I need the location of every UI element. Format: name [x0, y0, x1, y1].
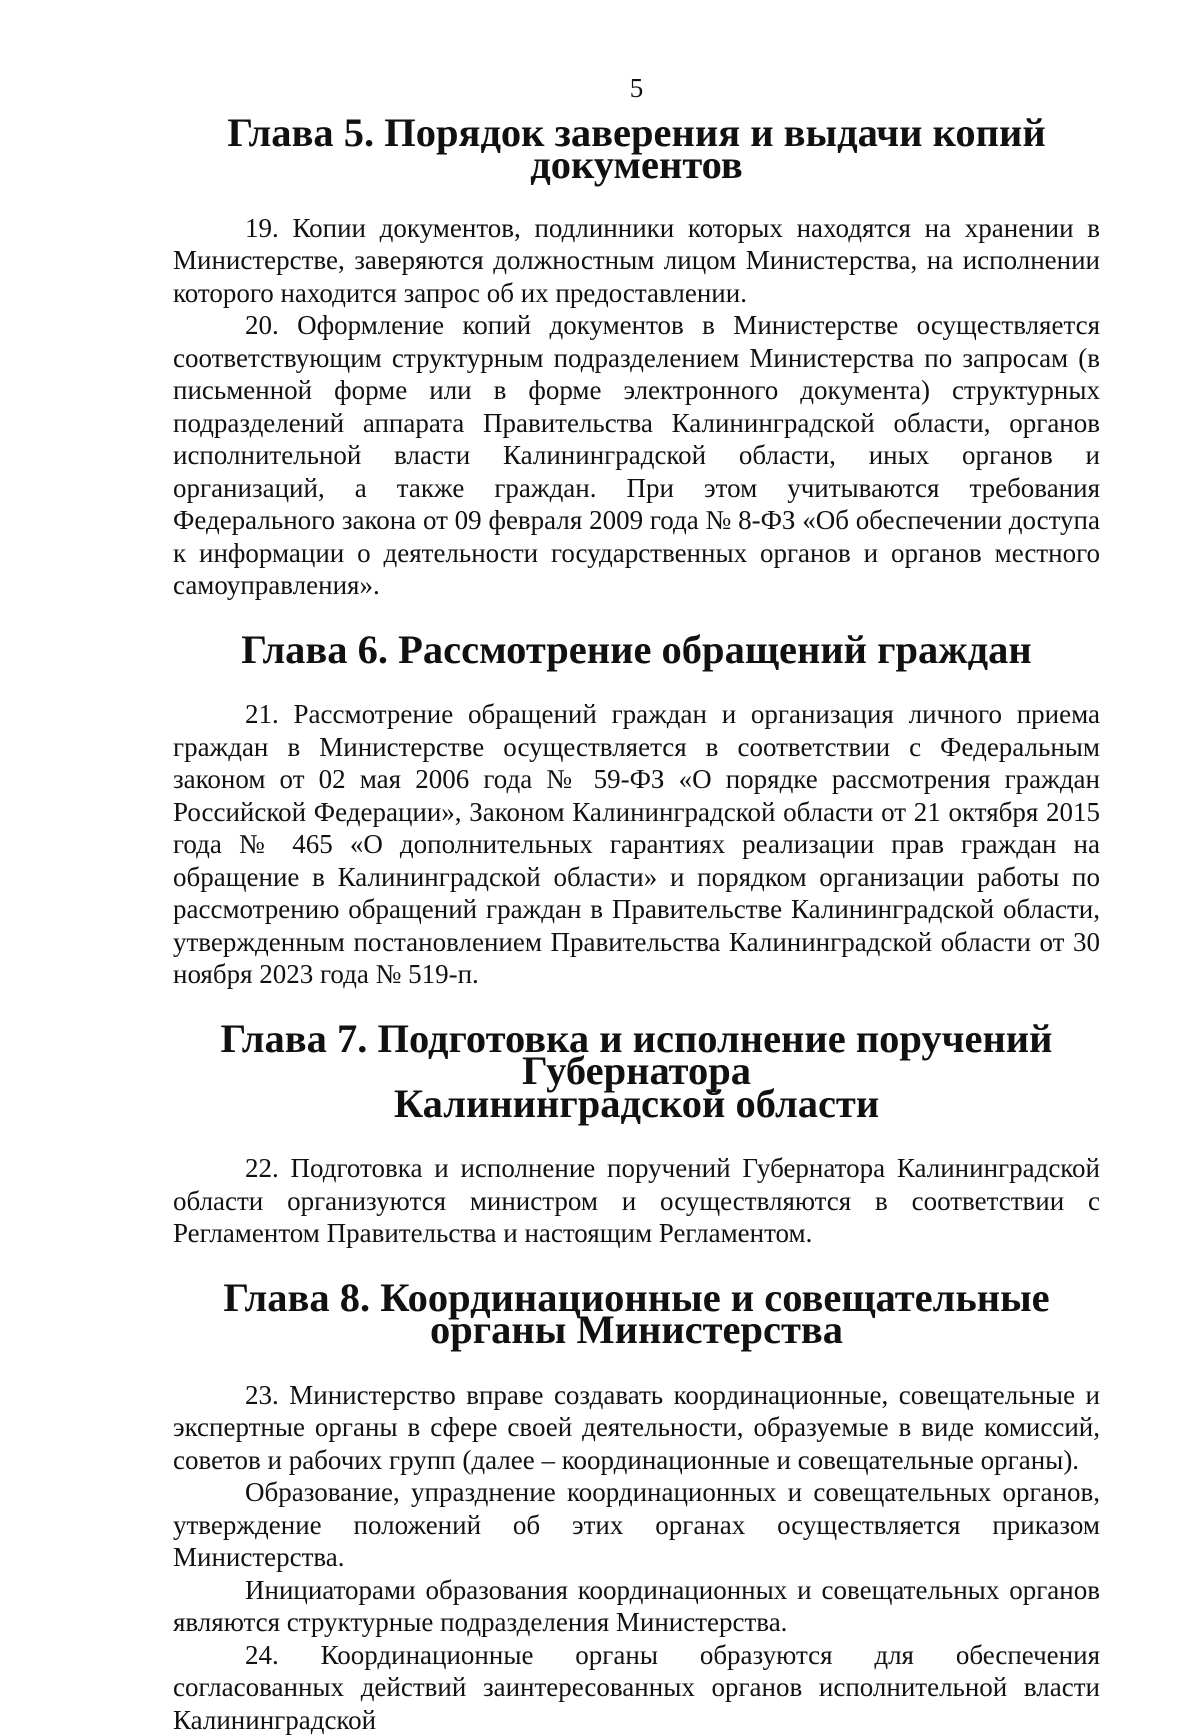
chapter-7-title-line-2: Калининградской области [394, 1081, 879, 1126]
chapter-6-title: Глава 6. Рассмотрение обращений граждан [173, 634, 1100, 667]
chapter-8 [173, 1282, 1100, 1736]
chapter-7-title-line-1: Глава 7. Подготовка и исполнение поручений Губернатора [221, 1016, 1053, 1094]
chapter-5-title: Глава 5. Порядок заверения и выдачи копий документов [173, 117, 1100, 182]
paragraph-19: 19. Копии документов, подлинники которых находятся на хранении в Министерстве, заверяются должностным лицом Министерства, на исполнении которого находится запрос об их предоставлении. [173, 212, 1100, 310]
paragraph-22: 22. Подготовка и исполнение поручений Губернатора Калининградской области организуются министром и осуществляются в соответствии с Регламентом Правительства и настоящим Регламентом. [173, 1152, 1100, 1250]
chapter-6 [173, 634, 1100, 991]
chapter-7-title [173, 1023, 1100, 1121]
chapter-7 [173, 1023, 1100, 1250]
page-number: 5 [173, 72, 1100, 105]
paragraph-20: 20. Оформление копий документов в Министерстве осуществляется соответствующим структурным подразделением Министерства по запросам (в письменной форме или в форме электронного документа) структурных подразделений аппарата Правительства Калининградской области, органов исполнительной власти Калининградской области, иных органов и организаций, а также граждан. При этом учитываются требования Федерального закона от 09 февраля 2009 года № 8-ФЗ «Об обеспечении доступа к информации о деятельности государственных органов и органов местного самоуправления». [173, 309, 1100, 602]
paragraph-23: 23. Министерство вправе создавать координационные, совещательные и экспертные органы в сфере своей деятельности, образуемые в виде комиссий, советов и рабочих групп (далее – координационные и совещательные органы). [173, 1379, 1100, 1477]
paragraph-21: 21. Рассмотрение обращений граждан и организация личного приема граждан в Министерстве осуществляется в соответствии с Федеральным законом от 02 мая 2006 года № 59-ФЗ «О порядке рассмотрения граждан Российской Федерации», Законом Калининградской области от 21 октября 2015 года № 465 «О дополнительных гарантиях реализации прав граждан на обращение в Калининградской области» и порядком организации работы по рассмотрению обращений граждан в Правительстве Калининградской области, утвержденным постановлением Правительства Калининградской области от 30 ноября 2023 года № 519-п. [173, 698, 1100, 991]
paragraph-24: 24. Координационные органы образуются для обеспечения согласованных действий заинтересованных органов исполнительной власти Калининградской [173, 1639, 1100, 1736]
chapter-8-title: Глава 8. Координационные и совещательные органы Министерства [173, 1282, 1100, 1347]
paragraph-23-initiators: Инициаторами образования координационных и совещательных органов являются структурные подразделения Министерства. [173, 1574, 1100, 1639]
chapter-5 [173, 117, 1100, 602]
paragraph-23-formation: Образование, упразднение координационных и совещательных органов, утверждение положений об этих органах осуществляется приказом Министерства. [173, 1476, 1100, 1574]
